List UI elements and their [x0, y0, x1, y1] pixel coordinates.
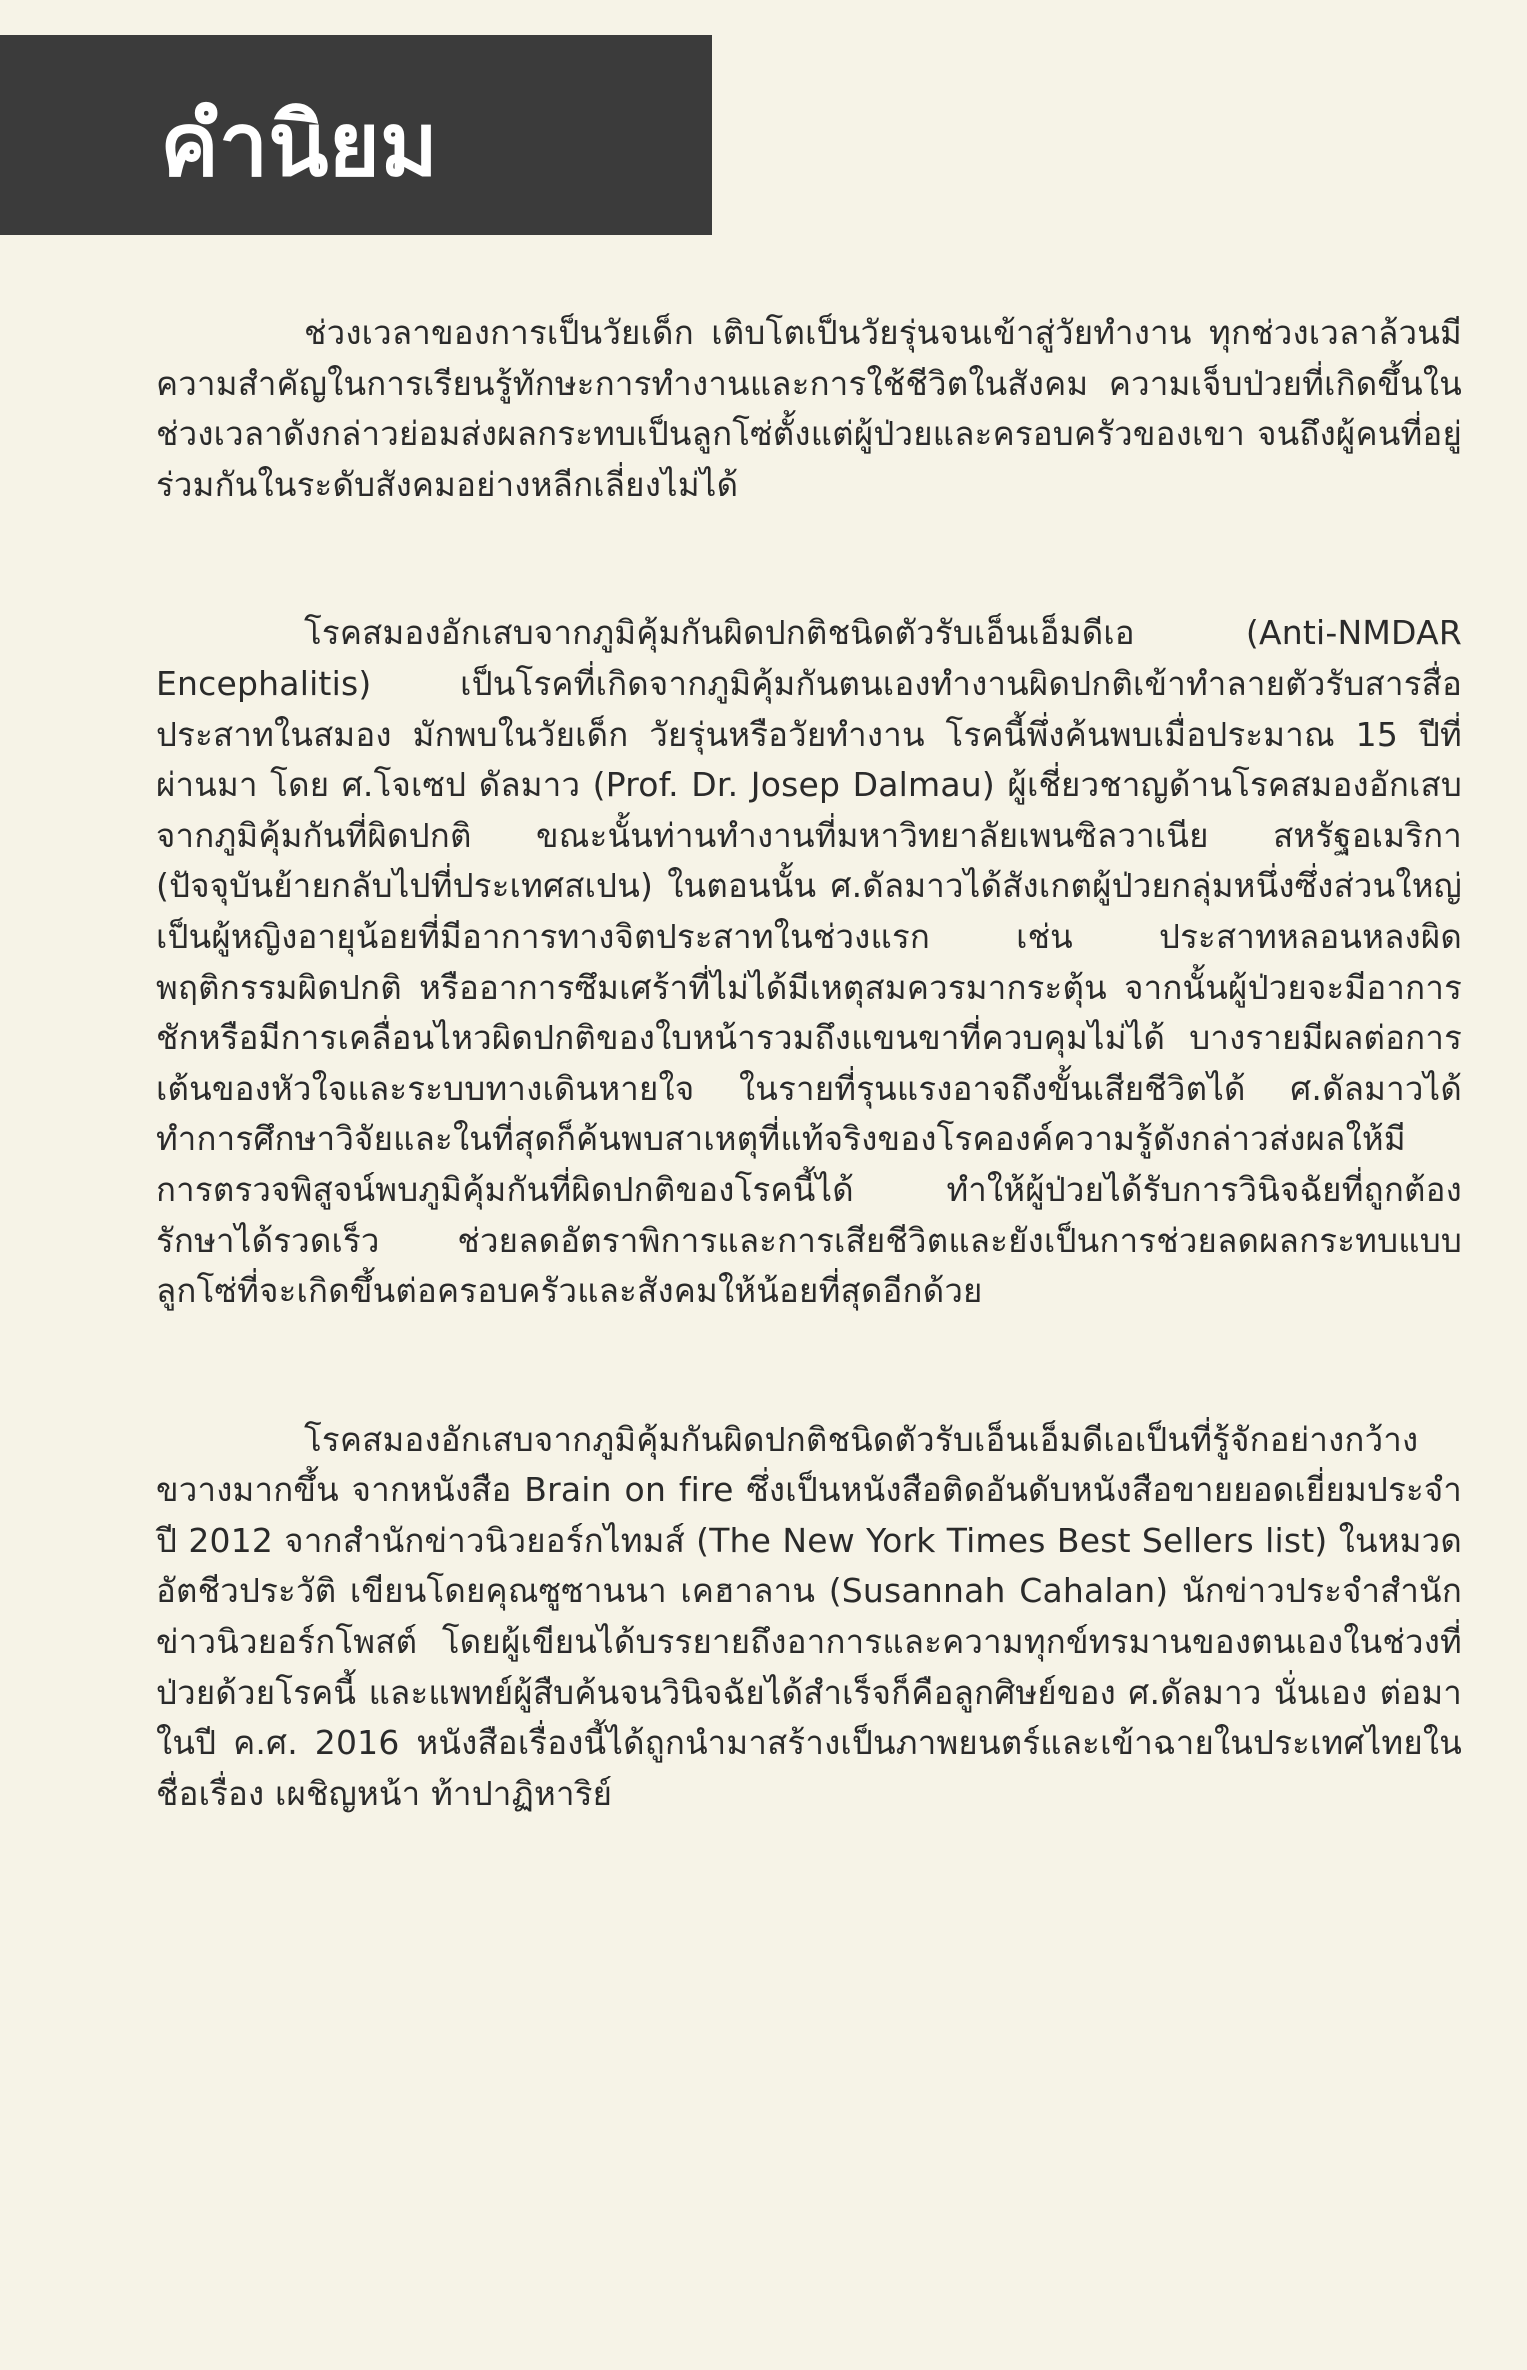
paragraph-3: โรคสมองอักเสบจากภูมิคุ้มกันผิดปกติชนิดตัวรับเอ็นเอ็มดีเอเป็นที่รู้จักอย่างกว้างขวางมากขึ้น จากหนังสือ Brain on fire ซึ่งเป็นหนังสือติดอันดับหนังสือขายยอดเยี่ยมประจำปี 2012 จากสำนักข่าวนิวยอร์กไทมส์ (The New York Times Best Sellers list) ในหมวดอัตชีวประวัติ เขียนโดยคุณซูซานนา เคฮาลาน (Susannah Cahalan) นักข่าวประจำสำนักข่าวนิวยอร์กโพสต์ โดยผู้เขียนได้บรรยายถึงอาการและความทุกข์ทรมานของตนเองในช่วงที่ป่วยด้วยโรคนี้ และแพทย์ผู้สืบค้นจนวินิจฉัยได้สำเร็จก็คือลูกศิษย์ของ ศ.ดัลมาว นั่นเอง ต่อมาในปี ค.ศ. 2016 หนังสือเรื่องนี้ได้ถูกนำมาสร้างเป็นภาพยนตร์และเข้าฉายในประเทศไทยในชื่อเรื่อง เผชิญหน้า ท้าปาฏิหาริย์ [156, 1419, 1462, 1813]
heading-banner [0, 35, 712, 235]
page-title: คำนิยม [160, 93, 439, 196]
paragraph-1: ช่วงเวลาของการเป็นวัยเด็ก เติบโตเป็นวัยรุ่นจนเข้าสู่วัยทำงาน ทุกช่วงเวลาล้วนมีความสำคัญในการเรียนรู้ทักษะการทำงานและการใช้ชีวิตในสังคม ความเจ็บป่วยที่เกิดขึ้นในช่วงเวลาดังกล่าวย่อมส่งผลกระทบเป็นลูกโซ่ตั้งแต่ผู้ป่วยและครอบครัวของเขา จนถึงผู้คนที่อยู่ร่วมกันในระดับสังคมอย่างหลีกเลี่ยงไม่ได้ [156, 313, 1462, 504]
body-text [156, 308, 1462, 1819]
paragraph-2: โรคสมองอักเสบจากภูมิคุ้มกันผิดปกติชนิดตัวรับเอ็นเอ็มดีเอ (Anti-NMDAR Encephalitis) เป็นโรคที่เกิดจากภูมิคุ้มกันตนเองทำงานผิดปกติเข้าทำลายตัวรับสารสื่อประสาทในสมอง มักพบในวัยเด็ก วัยรุ่นหรือวัยทำงาน โรคนี้พึ่งค้นพบเมื่อประมาณ 15 ปีที่ผ่านมา โดย ศ.โจเซป ดัลมาว (Prof. Dr. Josep Dalmau) ผู้เชี่ยวชาญด้านโรคสมองอักเสบจากภูมิคุ้มกันที่ผิดปกติ ขณะนั้นท่านทำงานที่มหาวิทยาลัยเพนซิลวาเนีย สหรัฐอเมริกา (ปัจจุบันย้ายกลับไปที่ประเทศสเปน) ในตอนนั้น ศ.ดัลมาวได้สังเกตผู้ป่วยกลุ่มหนึ่งซึ่งส่วนใหญ่เป็นผู้หญิงอายุน้อยที่มีอาการทางจิตประสาทในช่วงแรก เช่น ประสาทหลอนหลงผิด พฤติกรรมผิดปกติ หรืออาการซึมเศร้าที่ไม่ได้มีเหตุสมควรมากระตุ้น จากนั้นผู้ป่วยจะมีอาการชักหรือมีการเคลื่อนไหวผิดปกติของใบหน้ารวมถึงแขนขาที่ควบคุมไม่ได้ บางรายมีผลต่อการเต้นของหัวใจและระบบทางเดินหายใจ ในรายที่รุนแรงอาจถึงขั้นเสียชีวิตได้ ศ.ดัลมาวได้ทำการศึกษาวิจัยและในที่สุดก็ค้นพบสาเหตุที่แท้จริงของโรคองค์ความรู้ดังกล่าวส่งผลให้มีการตรวจพิสูจน์พบภูมิคุ้มกันที่ผิดปกติของโรคนี้ได้ ทำให้ผู้ป่วยได้รับการวินิจฉัยที่ถูกต้อง รักษาได้รวดเร็ว ช่วยลดอัตราพิการและการเสียชีวิตและยังเป็นการช่วยลดผลกระทบแบบลูกโซ่ที่จะเกิดขึ้นต่อครอบครัวและสังคมให้น้อยที่สุดอีกด้วย [156, 613, 1462, 1311]
